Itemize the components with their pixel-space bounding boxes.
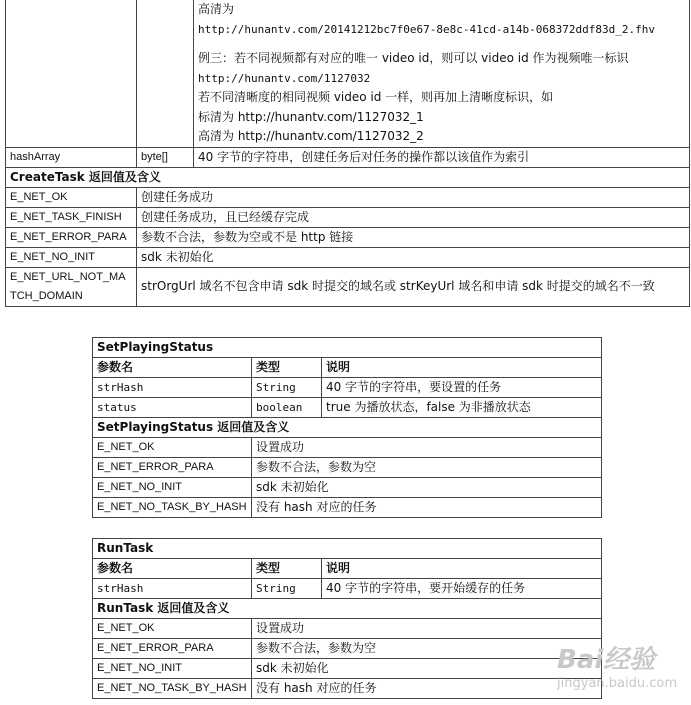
return-code: E_NET_OK: [6, 187, 137, 207]
detail-line: [198, 39, 685, 49]
header-desc: 说明: [322, 358, 602, 378]
detail-line: 高清为 http://hunantv.com/1127032_2: [198, 129, 424, 143]
return-code: E_NET_OK: [93, 619, 252, 639]
param-type: byte[]: [137, 147, 194, 167]
empty-cell: [137, 0, 194, 147]
header-type: 类型: [252, 358, 322, 378]
run-task-table: [92, 538, 602, 699]
return-code: E_NET_OK: [93, 438, 252, 458]
return-code-line: TCH_DOMAIN: [10, 289, 83, 302]
return-code: E_NET_NO_TASK_BY_HASH: [93, 679, 252, 699]
return-meaning: 没有 hash 对应的任务: [252, 679, 602, 699]
table-title: RunTask: [93, 539, 602, 559]
param-type: boolean: [252, 398, 322, 418]
section-title: RunTask 返回值及含义: [93, 599, 602, 619]
return-meaning: sdk 未初始化: [252, 478, 602, 498]
detail-line: 标清为 http://hunantv.com/1127032_1: [198, 109, 424, 124]
return-code: E_NET_NO_TASK_BY_HASH: [93, 498, 252, 518]
return-code: E_NET_ERROR_PARA: [6, 227, 137, 247]
param-desc: 40 字节的字符串，创建任务后对任务的操作都以该值作为索引: [194, 147, 690, 167]
param-name: status: [93, 398, 252, 418]
detail-line: http://hunantv.com/20141212bc7f0e67-8e8c-41cd-a14b-068372ddf83d_2.fhv: [198, 22, 655, 36]
watermark-logo: Bai经验: [557, 645, 656, 675]
return-code: E_NET_ERROR_PARA: [93, 458, 252, 478]
param-name: strHash: [93, 579, 252, 599]
param-name: strHash: [93, 378, 252, 398]
header-desc: 说明: [322, 559, 602, 579]
param-desc: 40 字节的字符串，要设置的任务: [322, 378, 602, 398]
table-title: SetPlayingStatus: [93, 338, 602, 358]
return-code: E_NET_NO_INIT: [6, 247, 137, 267]
create-task-table: [5, 0, 690, 307]
header-param-name: 参数名: [93, 358, 252, 378]
return-meaning: sdk 未初始化: [137, 247, 690, 267]
return-meaning: 没有 hash 对应的任务: [252, 498, 602, 518]
return-meaning: 设置成功: [252, 619, 602, 639]
detail-line: 高清为: [198, 2, 235, 16]
section-title: SetPlayingStatus 返回值及含义: [93, 418, 602, 438]
header-type: 类型: [252, 559, 322, 579]
watermark-url: jingyan.baidu.com: [557, 676, 677, 691]
param-type: String: [252, 378, 322, 398]
return-code: [6, 267, 137, 306]
set-playing-status-table: [92, 337, 602, 518]
return-meaning: 参数不合法，参数为空: [252, 458, 602, 478]
return-meaning: sdk 未初始化: [252, 659, 602, 679]
return-meaning: 参数不合法，参数为空或不是 http 链接: [137, 227, 690, 247]
baidu-jingyan-watermark: [557, 639, 677, 691]
header-param-name: 参数名: [93, 559, 252, 579]
return-meaning: 参数不合法，参数为空: [252, 639, 602, 659]
return-code: E_NET_NO_INIT: [93, 478, 252, 498]
param-desc: true 为播放状态，false 为非播放状态: [322, 398, 602, 418]
return-meaning: 创建任务成功: [137, 187, 690, 207]
return-meaning: 设置成功: [252, 438, 602, 458]
return-code: E_NET_NO_INIT: [93, 659, 252, 679]
return-code: E_NET_ERROR_PARA: [93, 639, 252, 659]
return-meaning: 创建任务成功，且已经缓存完成: [137, 207, 690, 227]
return-meaning: strOrgUrl 域名不包含申请 sdk 时提交的域名或 strKeyUrl 域名和申请 sdk 时提交的域名不一致: [137, 267, 690, 306]
param-type: String: [252, 579, 322, 599]
param-desc: 40 字节的字符串，要开始缓存的任务: [322, 579, 602, 599]
detail-line: 若不同清晰度的相同视频 video id 一样，则再加上清晰度标识，如: [198, 90, 554, 104]
return-code-line: E_NET_URL_NOT_MA: [10, 270, 126, 283]
param-name: hashArray: [6, 147, 137, 167]
detail-line: http://hunantv.com/1127032: [198, 71, 371, 85]
empty-cell: [6, 0, 137, 147]
detail-line: 例三：若不同视频都有对应的唯一 video id，则可以 video id 作为视频唯一标识: [198, 51, 629, 65]
return-code: E_NET_TASK_FINISH: [6, 207, 137, 227]
section-title: CreateTask 返回值及含义: [6, 167, 690, 187]
url-example-cell: [194, 0, 690, 147]
